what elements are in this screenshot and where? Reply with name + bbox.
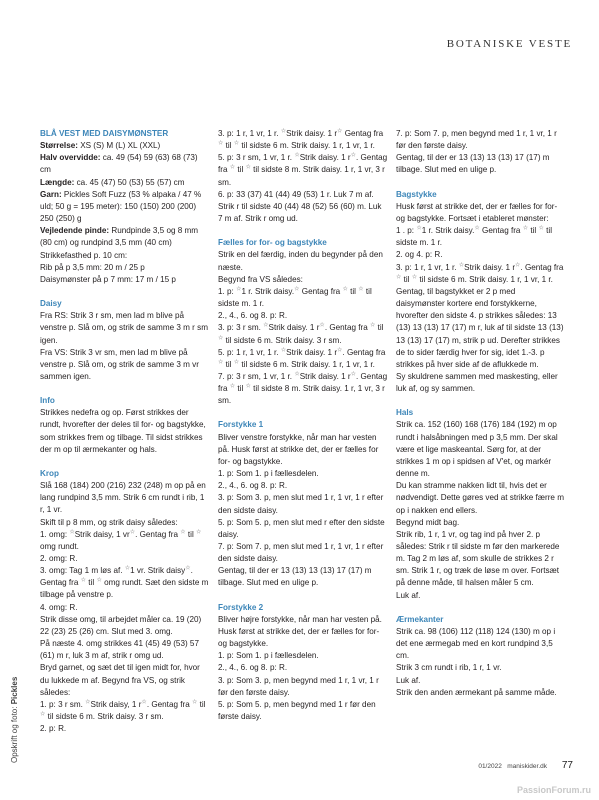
bagstykke-heading: Bagstykke [396,189,437,199]
star-icon: ☆ [342,286,348,293]
hals-rib: Strik rib, 1 r, 1 vr, og tag ind på hver 2. p således: Strik r til sidste m før den markerede m. Tag 2 m løs af, som skulle de strikkes 2 r sm. Strik 1 r, og træk de løse m over. Fortsæt på denne måde, til halsen måler 5 cm. [396,529,560,588]
star-icon: ☆ [263,322,269,329]
krop-cast-on: Slå 168 (184) 200 (216) 232 (248) m op på en lang rundpind 3,5 mm. Strik 6 cm rundt i rib, 1 r, 1 vr. [40,481,206,515]
aerme-second: Strik den anden ærmekant på samme måde. [396,687,557,697]
spec-width: Halv overvidde: ca. 49 (54) 59 (63) 68 (73) cm [40,153,198,175]
star-icon: ☆ [350,371,356,378]
krop-round-1: 1. omg: ☆Strik daisy, 1 vr☆. Gentag fra ☆ til ☆ omg rundt. [40,528,202,551]
star-icon: ☆ [515,261,521,268]
forstykke1-row-7: 7. p: Som 7. p, men slut med 1 r, 1 vr, 1 r efter den sidste daisy. [218,542,384,564]
star-icon: ☆ [319,322,325,329]
krop-row-1: 1. p: 3 r sm. ☆Strik daisy, 1 r☆. Gentag fra ☆ til ☆ til sidste 6 m. Strik daisy. 3 r sm. [40,699,206,722]
star-icon: ☆ [337,128,343,135]
krop-row-5: 5. p: 3 r sm, 1 vr, 1 r. ☆Strik daisy. 1 r☆. Gentag fra ☆ til ☆ til sidste 8 m. Strik daisy. 1 r, 1 vr, 3 r sm. [218,152,388,187]
krop-break-yarn: Bryd garnet, og sæt det til igen midt for, hvor du lukkede m af. Begynd fra VS, og strik således: [40,663,200,697]
krop-row-6: 6. p: 33 (37) 41 (44) 49 (53) 1 r. Luk 7 m af. Strik r til sidste 40 (44) 48 (52) 56 (60) m. Luk 7 m af. Strik r omg ud. [218,189,382,224]
krop-row-2: 2. p: R. [40,724,67,734]
krop-row-3: 3. p: 1 r, 1 vr, 1 r. ☆Strik daisy. 1 r☆ Gentag fra ☆ til ☆ til sidste 6 m. Strik daisy. 1 r, 1 vr, 1 r. [218,128,384,151]
forstykke2-row-5: 5. p: Som 5. p, men begynd med 1 r før den første daisy. [218,699,376,722]
star-icon: ☆ [218,359,224,366]
star-icon: ☆ [369,322,376,329]
spec-size: Størrelse: XS (S) M (L) XL (XXL) [40,141,161,151]
star-icon: ☆ [294,371,300,378]
forstykke1-intro: Bliver venstre forstykke, når man har vesten på. Husk først at strikke det, der er fælles for for- og bagstykke. [218,432,379,466]
forstykke2-row-even: 2., 4., 6. og 8. p: R. [218,663,288,673]
star-icon: ☆ [245,164,251,171]
star-icon: ☆ [96,577,102,584]
star-icon: ☆ [141,699,147,706]
star-icon: ☆ [185,565,191,572]
daisy-heading: Daisy [40,299,62,309]
section-title: BOTANISKE VESTE [446,38,572,50]
column-3 [396,128,566,699]
spec-gauge: Strikkefasthed p. 10 cm: [40,250,128,260]
krop-armhole: På næste 4. omg strikkes 41 (45) 49 (53) 57 (61) m r, luk 3 m af, strik r omg ud. [40,639,199,661]
spec-length: Længde: ca. 45 (47) 50 (53) 55 (57) cm [40,177,185,187]
star-icon: ☆ [191,699,198,706]
faelles-row-7: 7. p: 3 r sm, 1 vr, 1 r. ☆Strik daisy. 1 r☆. Gentag fra ☆ til ☆ til sidste 8 m. Strik daisy. 1 r, 1 vr, 3 r sm. [218,371,388,406]
forstykke1-row-5: 5. p: Som 5. p, men slut med r efter den sidste daisy. [218,517,385,539]
forstykke2-repeat: Gentag, til der er 13 (13) 13 (13) 17 (17) m tilbage. Slut med en ulige p. [396,153,550,175]
star-icon: ☆ [245,383,251,390]
star-icon: ☆ [233,140,240,147]
spec-yarn: Garn: Pickles Soft Fuzz (53 % alpaka / 47 % uld; 50 g = 195 meter): 150 (150) 200 (200) 250 (250) g [40,189,202,224]
krop-round-4: 4. omg: R. [40,602,78,612]
aerme-rib: Strik 3 cm rundt i rib, 1 r, 1 vr. [396,663,502,673]
forstykke1-row-1: 1. p: Som 1. p i fællesdelen. [218,469,319,479]
star-icon: ☆ [85,699,91,706]
star-icon: ☆ [69,528,75,535]
bagstykke-repeat: Gentag, til bagstykket er 2 p med daisymønster kortere end forstykkerne, hvorefter den sidste 4. p strikkes således: 13 (13) 13 (13) 17 (17) m r, luk af til sidste 13 (13) 13 (13) 17 (17) m, strik p ud. Derefter strikkes de to sider færdig hver for sig, idet 1.-3. p strikkes på hver side af de aflukkede m. [396,286,564,369]
krop-round-3: 3. omg: Tag 1 m løs af. ☆1 vr. Strik daisy☆. Gentag fra ☆ til ☆ omg rundt. Sæt den sidste m tilbage på venstre p. [40,565,209,600]
hals-tighten: Du kan stramme nakken lidt til, hvis det er nødvendigt. Dette gøres ved at strikke færre m op i nakken end ellers. [396,481,564,515]
star-icon: ☆ [358,286,364,293]
star-icon: ☆ [218,334,224,341]
star-icon: ☆ [294,286,300,293]
faelles-row-1: 1. p: ☆1 r. Strik daisy.☆ Gentag fra ☆ til ☆ til sidste m. 1 r. [218,286,372,309]
forstykke1-heading: Forstykke 1 [218,420,264,430]
bagstykke-row-3: 3. p: 1 r, 1 vr, 1 r. ☆Strik daisy. 1 r☆. Gentag fra ☆ til ☆ til sidste 6 m. Strik daisy. 1 r, 1 vr, 1 r. [396,261,564,284]
star-icon: ☆ [129,528,136,535]
footer [478,763,547,770]
star-icon: ☆ [40,711,46,718]
forstykke1-repeat: Gentag, til der er 13 (13) 13 (13) 17 (17) m tilbage. Slut med en ulige p. [218,566,372,588]
forstykke1-row-3: 3. p: Som 3. p, men slut med 1 r, 1 vr, 1 r efter den sidste daisy. [218,493,384,515]
faelles-row-3: 3. p: 3 r sm. ☆Strik daisy. 1 r☆. Gentag fra ☆ til ☆ til sidste 6 m. Strik daisy. 3 r sm. [218,322,384,345]
krop-switch: Skift til p 8 mm, og strik daisy således: [40,517,178,527]
faelles-row-5: 5. p: 1 r, 1 vr, 1 r. ☆Strik daisy. 1 r☆. Gentag fra ☆ til ☆ til sidste 6 m. Strik daisy. 1 r, 1 vr, 1 r. [218,346,386,369]
hals-begin: Begynd midt bag. [396,517,460,527]
star-icon: ☆ [538,225,544,232]
spec-needles: Vejledende pinde: Rundpinde 3,5 og 8 mm (80 cm) og rundpind 3,5 mm (40 cm) [40,226,199,248]
bagstykke-intro: Husk først at strikke det, der er fælles for for- og bagstykke. Fortsæt i etableret mønster: [396,201,558,223]
forstykke2-row-1: 1. p: Som 1. p i fællesdelen. [218,651,319,661]
faelles-intro: Strik en del færdig, inden du begynder på den næste. [218,250,383,272]
star-icon: ☆ [196,528,202,535]
star-icon: ☆ [233,359,240,366]
hals-heading: Hals [396,408,414,418]
star-icon: ☆ [280,346,287,353]
star-icon: ☆ [180,528,186,535]
bagstykke-shoulders: Sy skuldrene sammen med maskesting, eller luk af, og sy sammen. [396,371,558,394]
site-name: maniskider.dk [507,763,547,770]
star-icon: ☆ [337,346,343,353]
pattern-title: BLÅ VEST MED DAISYMØNSTER [40,129,169,138]
aerme-bind-off: Luk af. [396,675,421,685]
star-icon: ☆ [474,225,480,232]
info-heading: Info [40,396,55,406]
column-1 [40,128,210,735]
faelles-heading: Fælles for for- og bagstykke [218,238,327,248]
faelles-row-even: 2., 4., 6. og 8. p: R. [218,311,288,321]
hals-pick-up: Strik ca. 152 (160) 168 (176) 184 (192) m op rundt i halsåbningen med p 3,5 mm. Der skal være et lige maskeantal. Sørg for, at der strikkes 1 m op i spidsen af V'et, og markér denne m. [396,420,558,479]
bagstykke-row-1: 1 . p: ☆1 r. Strik daisy.☆ Gentag fra ☆ til ☆ til sidste m. 1 r. [396,225,552,248]
star-icon: ☆ [522,225,529,232]
krop-round-2: 2. omg: R. [40,554,78,563]
page-number: 77 [561,760,573,771]
spec-gauge-rib: Rib på p 3,5 mm: 20 m / 25 p [40,262,145,272]
star-icon: ☆ [396,274,402,280]
star-icon: ☆ [80,577,87,584]
star-icon: ☆ [411,274,418,280]
star-icon: ☆ [416,225,422,232]
watermark: PassionForum.ru [516,785,591,795]
forstykke2-heading: Forstykke 2 [218,602,264,612]
star-icon: ☆ [229,383,236,390]
column-2 [218,128,388,723]
forstykke2-row-3: 3. p: Som 3. p, men begynd med 1 r, 1 vr, 1 r før den første daisy. [218,675,379,697]
spec-gauge-daisy: Daisymønster på p 7 mm: 17 m / 15 p [40,274,176,284]
issue-date: 01/2022 [478,763,502,770]
star-icon: ☆ [350,152,356,159]
star-icon: ☆ [229,164,236,171]
krop-heading: Krop [40,468,59,478]
star-icon: ☆ [236,286,242,293]
photo-credit: Opskrift og foto: Pickles [10,676,19,763]
star-icon: ☆ [294,152,300,159]
daisy-rs: Fra RS: Strik 3 r sm, men lad m blive på venstre p. Slå om, og strik de samme 3 m r sm igen. [40,311,208,345]
aermekanter-heading: Ærmekanter [396,614,444,624]
star-icon: ☆ [124,565,131,572]
star-icon: ☆ [280,128,287,135]
faelles-begin: Begynd fra VS således: [218,274,303,284]
forstykke1-row-even: 2., 4., 6. og 8. p: R. [218,481,288,491]
hals-bind-off: Luk af. [396,590,421,600]
aerme-pick-up: Strik ca. 98 (106) 112 (118) 124 (130) m op i det ene ærmegab med en kort rundpind 3,5 cm. [396,626,556,661]
daisy-vs: Fra VS: Strik 3 vr sm, men lad m blive på venstre p. Slå om, og strik de samme 3 m vr sammen igen. [40,347,199,381]
star-icon: ☆ [218,140,224,147]
star-icon: ☆ [458,261,465,268]
spec-list [40,140,210,286]
forstykke2-intro: Bliver højre forstykke, når man har vesten på. Husk først at strikke det, der er fælles for for- og bagstykke. [218,614,382,649]
krop-repeat: Strik disse omg, til arbejdet måler ca. 19 (20) 22 (23) 25 (26) cm. Slut med 3. omg. [40,614,202,636]
forstykke2-row-7: 7. p: Som 7. p, men begynd med 1 r, 1 vr, 1 r før den første daisy. [396,129,557,151]
bagstykke-row-even: 2. og 4. p: R. [396,250,443,260]
info-text: Strikkes nedefra og op. Først strikkes der rundt, hvorefter der deles til for- og bagstykke, som strikkes frem og tilbage. Til sidst strikkes der m op til ærmekanter og hals. [40,408,206,454]
